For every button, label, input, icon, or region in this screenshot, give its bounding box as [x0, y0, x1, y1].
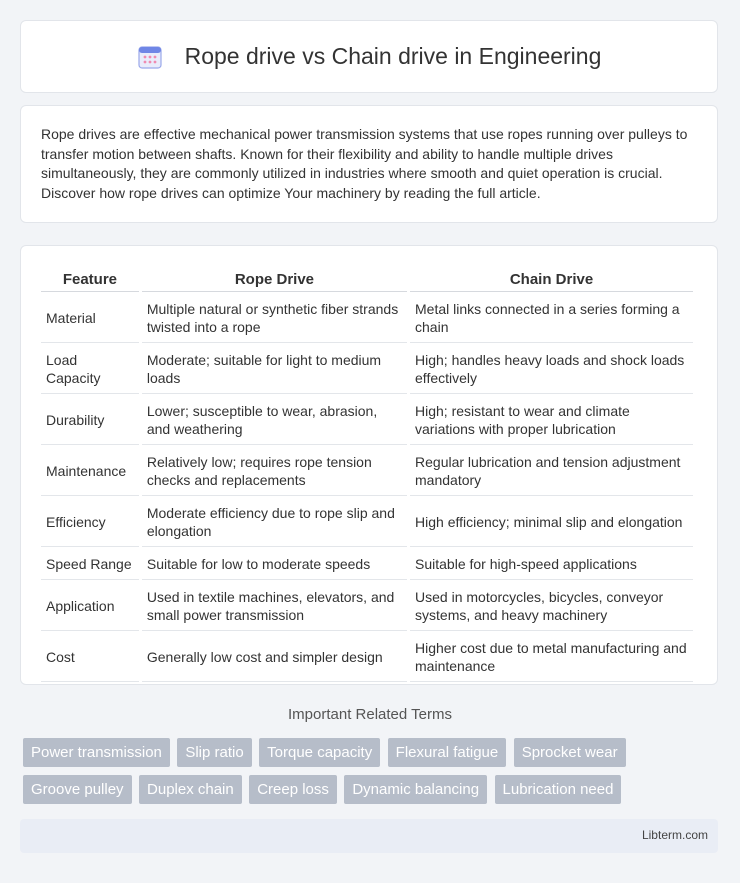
- feature-cell: Cost: [41, 633, 139, 682]
- table-row: [41, 345, 693, 394]
- footer-site-link[interactable]: Libterm.com: [641, 828, 708, 842]
- tag-sprocket-wear[interactable]: Sprocket wear: [514, 738, 626, 767]
- tag-groove-pulley[interactable]: Groove pulley: [23, 775, 132, 804]
- tag-power-transmission[interactable]: Power transmission: [23, 738, 170, 767]
- rope-cell: Multiple natural or synthetic fiber strands twisted into a rope: [142, 294, 407, 343]
- comparison-table: [38, 265, 696, 684]
- chain-cell: High efficiency; minimal slip and elongation: [410, 498, 693, 547]
- rope-cell: Generally low cost and simpler design: [142, 633, 407, 682]
- related-terms-title: Important Related Terms: [288, 706, 452, 723]
- rope-cell: Lower; susceptible to wear, abrasion, and weathering: [142, 396, 407, 445]
- chain-cell: High; resistant to wear and climate variations with proper lubrication: [410, 396, 693, 445]
- feature-cell: Durability: [41, 396, 139, 445]
- table-row: [41, 633, 693, 682]
- chain-cell: Regular lubrication and tension adjustment mandatory: [410, 447, 693, 496]
- table-row: [41, 498, 693, 547]
- table-row: [41, 294, 693, 343]
- feature-cell: Speed Range: [41, 549, 139, 580]
- header-chain-drive: Chain Drive: [410, 267, 693, 292]
- chain-cell: Suitable for high-speed applications: [410, 549, 693, 580]
- feature-cell: Load Capacity: [41, 345, 139, 394]
- page-title: Rope drive vs Chain drive in Engineering: [184, 43, 602, 69]
- chain-cell: High; handles heavy loads and shock loads effectively: [410, 345, 693, 394]
- table-header-row: [41, 267, 693, 292]
- table-row: [41, 447, 693, 496]
- feature-cell: Maintenance: [41, 447, 139, 496]
- rope-cell: Moderate; suitable for light to medium loads: [142, 345, 407, 394]
- rope-cell: Suitable for low to moderate speeds: [142, 549, 407, 580]
- tag-duplex-chain[interactable]: Duplex chain: [139, 775, 242, 804]
- tag-creep-loss[interactable]: Creep loss: [249, 775, 337, 804]
- rope-cell: Moderate efficiency due to rope slip and elongation: [142, 498, 407, 547]
- tag-slip-ratio[interactable]: Slip ratio: [177, 738, 251, 767]
- feature-cell: Application: [41, 582, 139, 631]
- table-row: [41, 396, 693, 445]
- feature-cell: Material: [41, 294, 139, 343]
- table-card: [20, 245, 718, 685]
- footer: [20, 819, 718, 853]
- intro-card: [20, 105, 718, 223]
- chain-cell: Higher cost due to metal manufacturing and maintenance: [410, 633, 693, 682]
- table-row: [41, 549, 693, 580]
- feature-cell: Efficiency: [41, 498, 139, 547]
- calendar-icon: [137, 44, 163, 70]
- rope-cell: Used in textile machines, elevators, and small power transmission: [142, 582, 407, 631]
- tag-lubrication-need[interactable]: Lubrication need: [495, 775, 622, 804]
- intro-text: Rope drives are effective mechanical power transmission systems that use ropes running over pulleys to transfer motion between shafts. Known for their flexibility and ability to handle multiple drives simultaneously, they are commonly utilized in industries where smooth and quiet operation is crucial. Discover how rope drives can optimize Your machinery by reading the full article.: [41, 126, 688, 201]
- chain-cell: Metal links connected in a series forming a chain: [410, 294, 693, 343]
- header-rope-drive: Rope Drive: [142, 267, 407, 292]
- tag-torque-capacity[interactable]: Torque capacity: [259, 738, 380, 767]
- tag-dynamic-balancing[interactable]: Dynamic balancing: [344, 775, 487, 804]
- table-row: [41, 582, 693, 631]
- rope-cell: Relatively low; requires rope tension checks and replacements: [142, 447, 407, 496]
- chain-cell: Used in motorcycles, bicycles, conveyor systems, and heavy machinery: [410, 582, 693, 631]
- related-terms-list: [23, 738, 723, 812]
- header-feature: Feature: [41, 267, 139, 292]
- title-card: [20, 20, 718, 93]
- tag-flexural-fatigue[interactable]: Flexural fatigue: [388, 738, 507, 767]
